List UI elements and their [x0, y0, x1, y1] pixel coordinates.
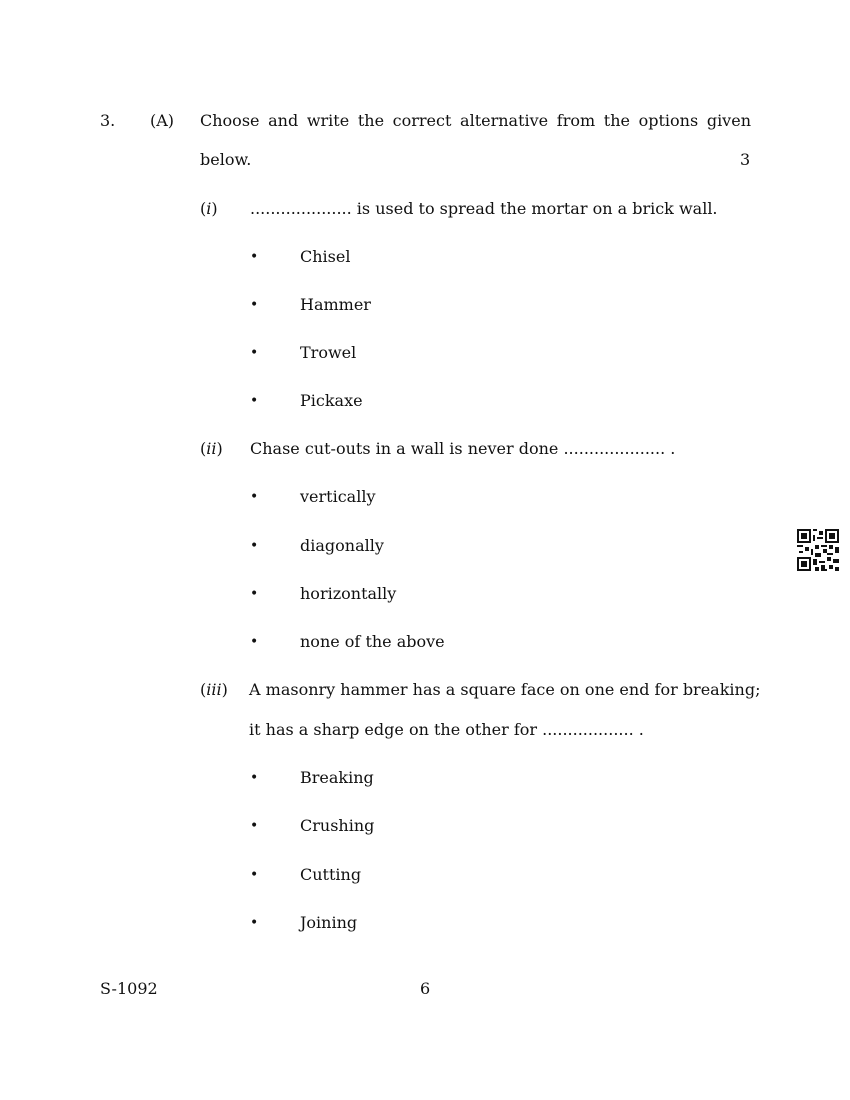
option: Chisel — [300, 247, 351, 266]
option: none of the above — [300, 632, 445, 651]
option: vertically — [300, 487, 376, 506]
bullet: • — [250, 915, 259, 931]
subquestion-label: (i) — [200, 199, 218, 218]
subquestion-text: A masonry hammer has a square face on one end for breaking; — [249, 680, 761, 699]
bullet: • — [250, 586, 259, 602]
subquestion-text: .................... is used to spread the mortar on a brick wall. — [250, 199, 718, 218]
option: Joining — [300, 913, 358, 932]
option: horizontally — [300, 584, 397, 603]
marks: 3 — [740, 150, 751, 169]
option: Cutting — [300, 865, 362, 884]
bullet: • — [250, 249, 259, 265]
subquestion-text: it has a sharp edge on the other for .................. . — [249, 720, 644, 739]
paper-code: S-1092 — [100, 979, 158, 998]
option: Breaking — [300, 768, 374, 787]
instruction-line-2: below. — [200, 150, 252, 169]
bullet: • — [250, 393, 259, 409]
bullet: • — [250, 634, 259, 650]
option: Trowel — [300, 343, 357, 362]
bullet: • — [250, 770, 259, 786]
bullet: • — [250, 818, 259, 834]
bullet: • — [250, 538, 259, 554]
bullet: • — [250, 867, 259, 883]
option: diagonally — [300, 536, 384, 555]
qr-code-icon — [797, 529, 839, 571]
question-number: 3. — [100, 111, 116, 130]
bullet: • — [250, 345, 259, 361]
option: Crushing — [300, 816, 375, 835]
instruction-line-1: Choose and write the correct alternative from the options given — [200, 111, 751, 130]
page-number: 6 — [420, 979, 431, 998]
question-part: (A) — [150, 111, 175, 130]
option: Pickaxe — [300, 391, 363, 410]
subquestion-label: (ii) — [200, 439, 223, 458]
bullet: • — [250, 297, 259, 313]
bullet: • — [250, 489, 259, 505]
subquestion-label: (iii) — [200, 680, 228, 699]
subquestion-text: Chase cut-outs in a wall is never done .................... . — [250, 439, 676, 458]
option: Hammer — [300, 295, 371, 314]
